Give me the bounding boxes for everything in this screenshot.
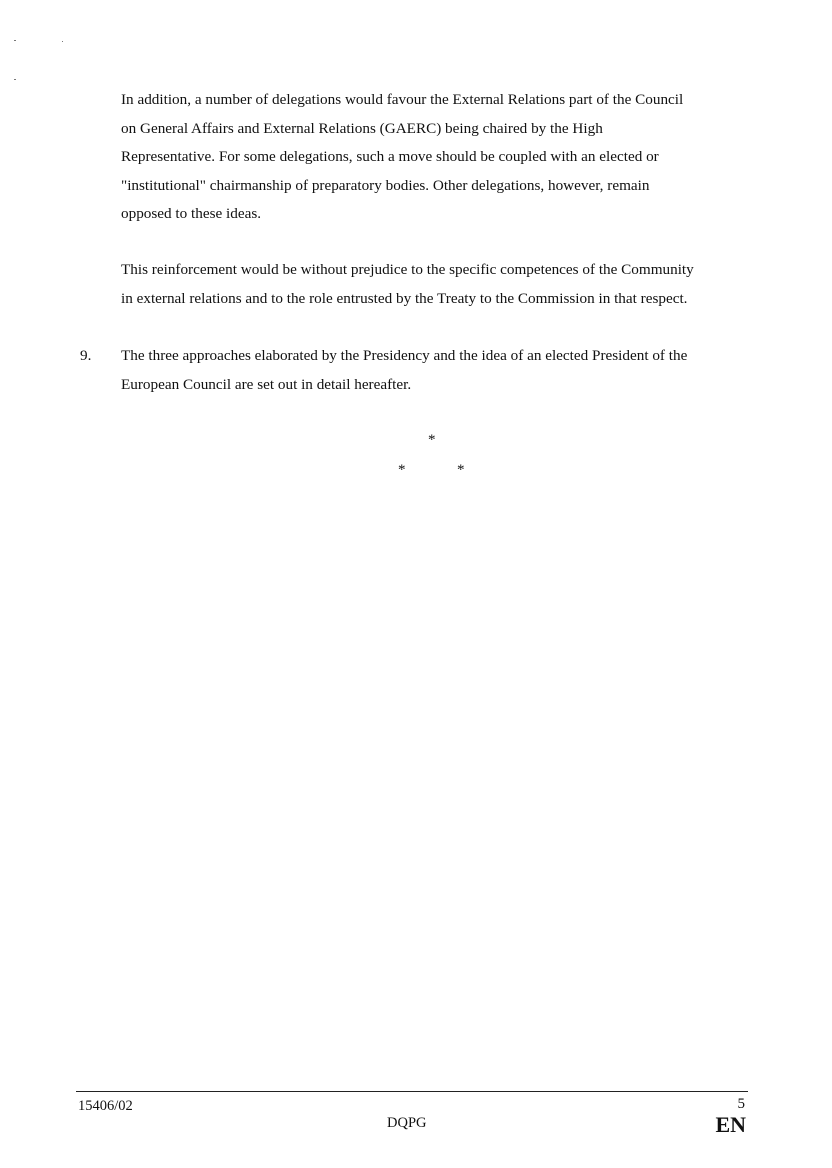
text-line: "institutional" chairmanship of preparatory bodies. Other delegations, however, remain bbox=[121, 176, 650, 194]
separator-asterisk: * bbox=[428, 432, 436, 448]
text-line: In addition, a number of delegations would favour the External Relations part of the Council bbox=[121, 91, 684, 108]
separator-asterisk: * bbox=[398, 462, 406, 478]
text-line: opposed to these ideas. bbox=[121, 205, 262, 222]
text-line: The three approaches elaborated by the Presidency and the idea of an elected President of the bbox=[121, 347, 688, 364]
footer-rule bbox=[76, 1091, 748, 1092]
scan-speck bbox=[14, 40, 16, 41]
document-reference: 15406/02 bbox=[78, 1098, 133, 1114]
page-number: 5 bbox=[737, 1096, 745, 1112]
text-line: European Council are set out in detail hereafter. bbox=[121, 375, 412, 393]
scan-speck bbox=[14, 79, 16, 80]
text-line: in external relations and to the role entrusted by the Treaty to the Commission in that respect. bbox=[121, 289, 688, 307]
paragraph-approaches bbox=[121, 342, 761, 399]
separator-asterisk: * bbox=[457, 462, 465, 478]
paragraph-number: 9. bbox=[80, 347, 92, 364]
paragraph-gaerc bbox=[121, 86, 761, 229]
paragraph-reinforcement bbox=[121, 256, 761, 313]
text-line: This reinforcement would be without prejudice to the specific competences of the Community bbox=[121, 261, 694, 278]
scan-speck bbox=[62, 41, 63, 42]
text-line: on General Affairs and External Relations (GAERC) being chaired by the High bbox=[121, 119, 603, 137]
text-line: Representative. For some delegations, such a move should be coupled with an elected or bbox=[121, 148, 659, 165]
department-code: DQPG bbox=[387, 1115, 427, 1131]
language-code: EN bbox=[715, 1112, 746, 1137]
